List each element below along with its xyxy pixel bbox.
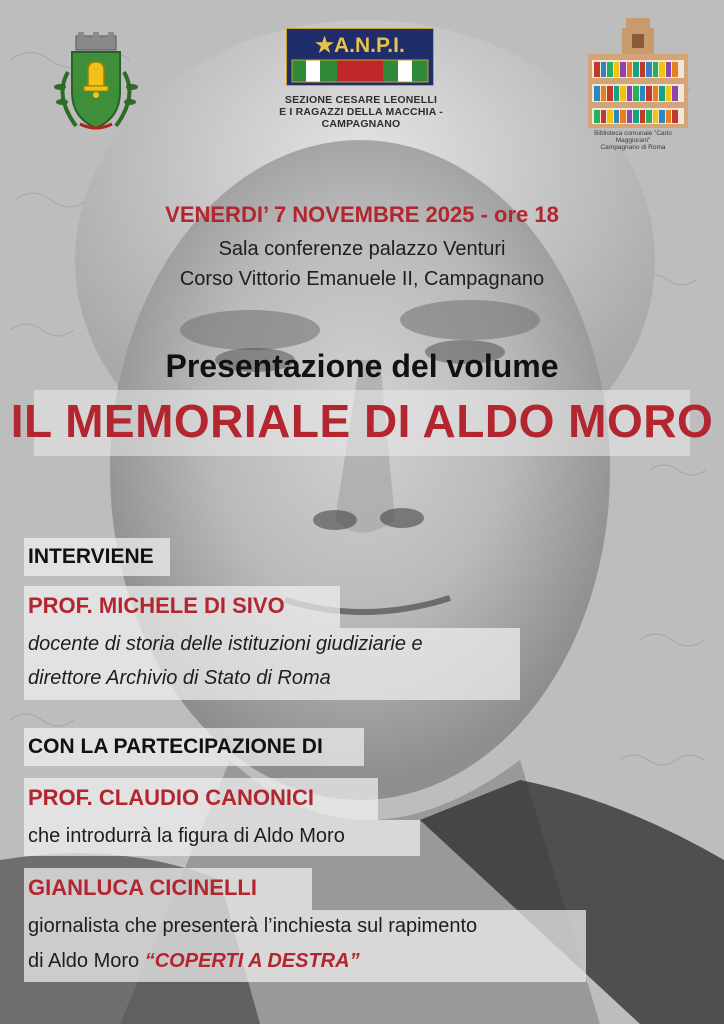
speaker2-desc: che introdurrà la figura di Aldo Moro [28, 825, 345, 847]
anpi-logo-icon [286, 28, 434, 86]
event-venue-line1: Sala conferenze palazzo Venturi [218, 238, 506, 260]
anpi-caption-line: SEZIONE CESARE LEONELLI [284, 94, 438, 106]
library-caption-line: Biblioteca comunale "Carlo Maggiorani" [594, 130, 672, 144]
presentation-subtitle: Presentazione del volume [165, 348, 559, 384]
speaker3-desc-prefix: di Aldo Moro [28, 950, 145, 972]
book-title: IL MEMORIALE DI ALDO MORO [10, 395, 714, 447]
speaker3-desc-line1: giornalista che presenterà l’inchiesta sul rapimento [28, 915, 478, 937]
anpi-caption-line: E I RAGAZZI DELLA MACCHIA - [279, 106, 443, 118]
participation-label: CON LA PARTECIPAZIONE DI [28, 735, 323, 758]
anpi-caption-line: CAMPAGNANO [321, 118, 401, 130]
anpi-section-caption [276, 94, 446, 130]
municipal-crest-icon [46, 32, 146, 136]
speaker3-desc-line2 [28, 950, 360, 973]
anpi-badge-text: ★A.N.P.I. [315, 34, 405, 57]
intervene-label: INTERVIENE [28, 545, 154, 568]
speaker3-name: GIANLUCA CICINELLI [28, 875, 257, 900]
speaker1-desc-line1: docente di storia delle istituzioni giudiziarie e [28, 633, 423, 655]
investigation-title: “COPERTI A DESTRA” [144, 950, 360, 972]
library-caption-line: Campagnano di Roma [600, 144, 666, 151]
speaker1-desc-line2: direttore Archivio di Stato di Roma [28, 667, 331, 689]
library-caption [584, 130, 682, 151]
event-venue-line2: Corso Vittorio Emanuele II, Campagnano [179, 268, 545, 290]
event-date-time: VENERDI’ 7 NOVEMBRE 2025 - ore 18 [165, 202, 559, 227]
speaker1-name: PROF. MICHELE DI SIVO [28, 593, 285, 618]
library-logo-icon [586, 18, 690, 144]
anpi-logo [279, 28, 443, 130]
speaker2-name: PROF. CLAUDIO CANONICI [28, 785, 314, 810]
